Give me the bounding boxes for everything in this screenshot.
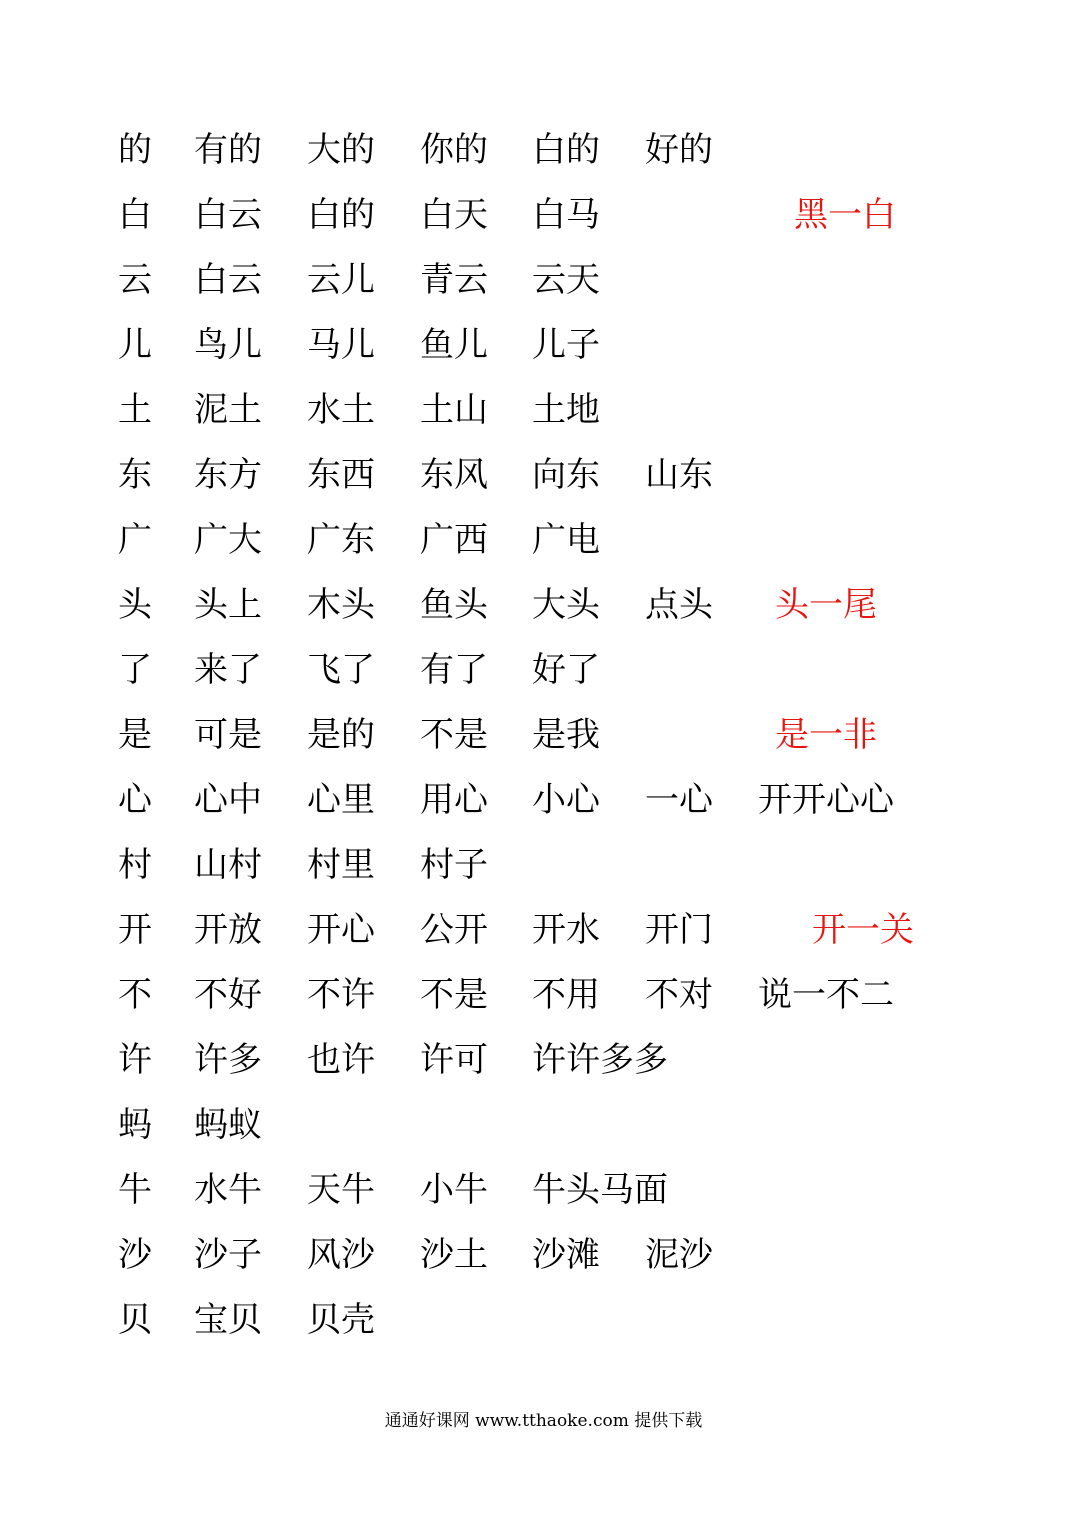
word-row: [118, 963, 1018, 1028]
word-row: [118, 1288, 1018, 1353]
word-cell: 是我: [532, 715, 600, 755]
base-character: 贝: [118, 1300, 152, 1340]
word-cell: 不好: [194, 975, 262, 1015]
word-row: [118, 313, 1018, 378]
word-cell: 也许: [307, 1040, 375, 1080]
word-cell: 蚂蚁: [194, 1105, 262, 1145]
word-cell: 水牛: [194, 1170, 262, 1210]
word-cell: 许可: [420, 1040, 488, 1080]
word-cell: 来了: [194, 650, 262, 690]
base-character: 的: [118, 130, 152, 170]
word-row: [118, 898, 1018, 963]
word-row: [118, 248, 1018, 313]
word-cell: 云天: [532, 260, 600, 300]
word-cell: 许多: [194, 1040, 262, 1080]
base-character: 儿: [118, 325, 152, 365]
word-row: [118, 508, 1018, 573]
base-character: 心: [118, 780, 152, 820]
word-cell: 不是: [420, 715, 488, 755]
word-cell: 贝壳: [307, 1300, 375, 1340]
word-cell: 天牛: [307, 1170, 375, 1210]
word-row: [118, 768, 1018, 833]
word-row: [118, 833, 1018, 898]
word-cell: 是的: [307, 715, 375, 755]
word-cell: 开放: [194, 910, 262, 950]
word-cell: 土地: [532, 390, 600, 430]
word-cell: 泥土: [194, 390, 262, 430]
word-row: [118, 183, 1018, 248]
base-character: 了: [118, 650, 152, 690]
word-list: [118, 118, 1018, 1353]
base-character: 广: [118, 520, 152, 560]
word-cell: 青云: [420, 260, 488, 300]
base-character: 头: [118, 585, 152, 625]
word-cell: 马儿: [307, 325, 375, 365]
word-cell: 山东: [645, 455, 713, 495]
word-cell: 有了: [420, 650, 488, 690]
word-row: [118, 1093, 1018, 1158]
word-row: [118, 573, 1018, 638]
word-cell: 沙土: [420, 1235, 488, 1275]
word-cell: 不是: [420, 975, 488, 1015]
word-cell: 鱼儿: [420, 325, 488, 365]
word-cell: 开开心心: [758, 780, 894, 820]
word-cell: 村里: [307, 845, 375, 885]
word-cell: 水土: [307, 390, 375, 430]
word-cell: 白马: [532, 195, 600, 235]
word-cell: 牛头马面: [532, 1170, 668, 1210]
word-cell: 风沙: [307, 1235, 375, 1275]
word-cell: 云儿: [307, 260, 375, 300]
word-cell: 心里: [307, 780, 375, 820]
word-cell: 大头: [532, 585, 600, 625]
word-cell: 向东: [532, 455, 600, 495]
word-cell: 广电: [532, 520, 600, 560]
word-cell: 公开: [420, 910, 488, 950]
word-row: [118, 1028, 1018, 1093]
word-cell: 沙子: [194, 1235, 262, 1275]
word-cell: 不用: [532, 975, 600, 1015]
word-cell: 开门: [645, 910, 713, 950]
base-character: 许: [118, 1040, 152, 1080]
base-character: 是: [118, 715, 152, 755]
word-cell: 许许多多: [532, 1040, 668, 1080]
word-cell: 东方: [194, 455, 262, 495]
base-character: 白: [118, 195, 152, 235]
word-cell: 广大: [194, 520, 262, 560]
word-cell: 不对: [645, 975, 713, 1015]
base-character: 土: [118, 390, 152, 430]
word-cell: 大的: [307, 130, 375, 170]
antonym-pair: 头一尾: [775, 585, 877, 625]
word-row: [118, 118, 1018, 183]
word-cell: 广西: [420, 520, 488, 560]
word-cell: 飞了: [307, 650, 375, 690]
word-cell: 宝贝: [194, 1300, 262, 1340]
word-cell: 白的: [307, 195, 375, 235]
antonym-pair: 开一关: [812, 910, 914, 950]
word-cell: 小心: [532, 780, 600, 820]
word-row: [118, 378, 1018, 443]
word-cell: 心中: [194, 780, 262, 820]
word-cell: 用心: [420, 780, 488, 820]
word-cell: 儿子: [532, 325, 600, 365]
base-character: 云: [118, 260, 152, 300]
word-cell: 村子: [420, 845, 488, 885]
word-cell: 好了: [532, 650, 600, 690]
word-cell: 白云: [194, 195, 262, 235]
word-cell: 木头: [307, 585, 375, 625]
base-character: 蚂: [118, 1105, 152, 1145]
word-row: [118, 1158, 1018, 1223]
word-cell: 一心: [645, 780, 713, 820]
word-cell: 白天: [420, 195, 488, 235]
word-cell: 可是: [194, 715, 262, 755]
antonym-pair: 黑一白: [794, 195, 896, 235]
word-row: [118, 1223, 1018, 1288]
antonym-pair: 是一非: [775, 715, 877, 755]
word-cell: 小牛: [420, 1170, 488, 1210]
word-row: [118, 638, 1018, 703]
word-cell: 有的: [194, 130, 262, 170]
word-cell: 不许: [307, 975, 375, 1015]
footer-credit: 通通好课网 www.tthaoke.com 提供下载: [384, 1411, 703, 1431]
base-character: 村: [118, 845, 152, 885]
word-cell: 土山: [420, 390, 488, 430]
word-cell: 开水: [532, 910, 600, 950]
word-cell: 东西: [307, 455, 375, 495]
base-character: 开: [118, 910, 152, 950]
word-cell: 泥沙: [645, 1235, 713, 1275]
word-cell: 东风: [420, 455, 488, 495]
base-character: 牛: [118, 1170, 152, 1210]
word-row: [118, 703, 1018, 768]
word-cell: 你的: [420, 130, 488, 170]
word-cell: 白的: [532, 130, 600, 170]
word-cell: 山村: [194, 845, 262, 885]
word-cell: 鱼头: [420, 585, 488, 625]
base-character: 东: [118, 455, 152, 495]
word-cell: 点头: [645, 585, 713, 625]
base-character: 不: [118, 975, 152, 1015]
word-row: [118, 443, 1018, 508]
base-character: 沙: [118, 1235, 152, 1275]
word-cell: 开心: [307, 910, 375, 950]
word-cell: 广东: [307, 520, 375, 560]
word-cell: 白云: [194, 260, 262, 300]
word-cell: 说一不二: [758, 975, 894, 1015]
word-cell: 鸟儿: [194, 325, 262, 365]
word-cell: 好的: [645, 130, 713, 170]
word-cell: 头上: [194, 585, 262, 625]
word-cell: 沙滩: [532, 1235, 600, 1275]
